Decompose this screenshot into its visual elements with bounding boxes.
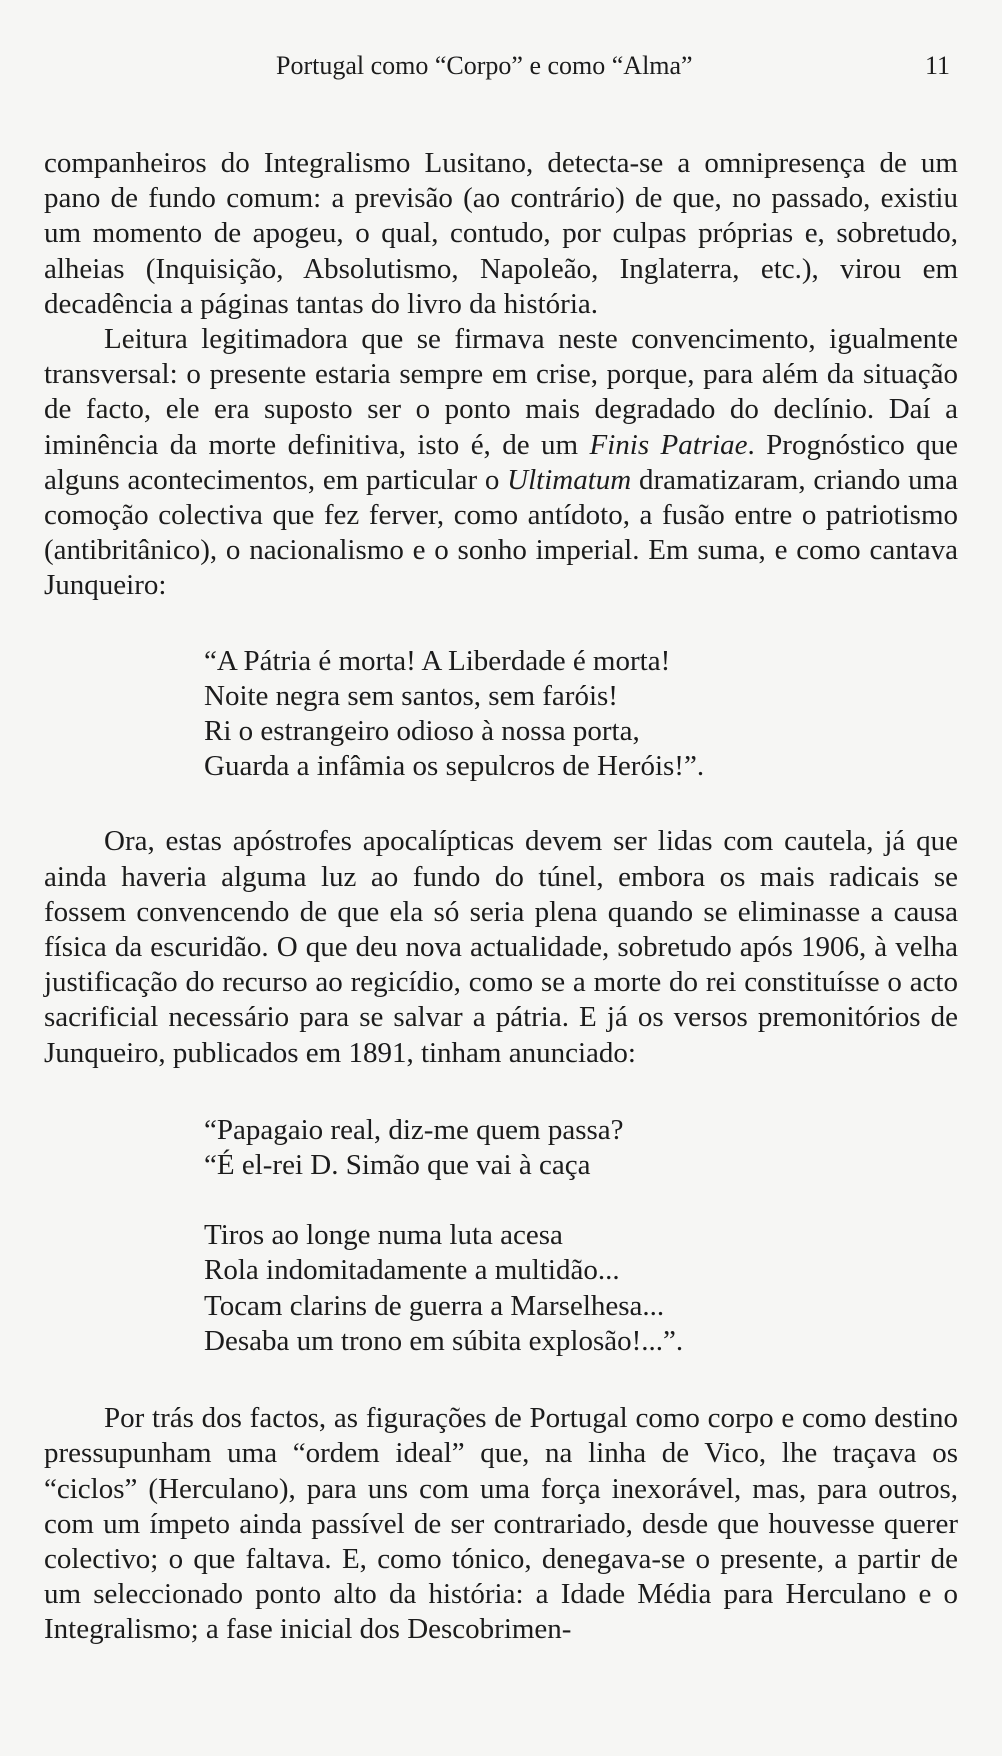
verse-line: Ri o estrangeiro odioso à nossa porta, <box>204 715 640 748</box>
paragraph-4: Por trás dos factos, as figurações de Portugal como corpo e como destino pressupunham uma “ordem ideal” que, na linha de Vico, lhe traçava os “ciclos” (Herculano), para uns com uma força inexorável, mas, para outros, com um ímpeto ainda passível de ser contrariado, desde que houvesse querer colectivo; o que faltava. E, como tónico, denegava-se o presente, a partir de um seleccionado ponto alto da história: a Idade Média para Herculano e o Integralismo; a fase inicial dos Descobrimen- <box>44 1402 958 1646</box>
verse-line: Tiros ao longe numa luta acesa <box>204 1219 563 1252</box>
stanza-break <box>204 1183 958 1218</box>
paragraph-3: Ora, estas apóstrofes apocalípticas devem ser lidas com cautela, já que ainda haveria alguma luz ao fundo do túnel, embora os mais radicais se fossem convencendo de que ela só seria plena quando se eliminasse a causa física da escuridão. O que deu nova actualidade, sobretudo após 1906, à velha justificação do recurso ao regicídio, como se a morte do rei constituísse o acto sacrificial necessário para se salvar a pátria. E já os versos premonitórios de Junqueiro, publicados em 1891, tinham anunciado: <box>44 825 958 1069</box>
finis-patriae-italic: Finis Patriae <box>589 428 748 461</box>
verse-line: “A Pátria é morta! A Liberdade é morta! <box>204 644 671 677</box>
verse-line: Desaba um trono em súbita explosão!...”. <box>204 1324 684 1357</box>
paragraph-2-text-a: Leitura legitimadora que se firmava neste convencimento, igualmente transversal: o presente estaria sempre em crise, porque, para além da situação de facto, ele era suposto ser o ponto mais degradado do declínio. Daí a iminência da morte definitiva, isto é, de um <box>44 323 958 461</box>
page-number: 11 <box>924 51 950 80</box>
paragraph-2 <box>44 322 958 604</box>
running-header <box>276 46 958 86</box>
verse-quote-2 <box>204 1113 958 1359</box>
ultimatum-italic: Ultimatum <box>507 463 632 496</box>
paragraph-2-text-b: . Prognóstico que alguns acontecimentos, em particular o <box>44 428 958 496</box>
verse-line: Tocam clarins de guerra a Marselhesa... <box>204 1289 665 1322</box>
verse-line: “Papagaio real, diz-me quem passa? <box>204 1113 624 1146</box>
running-title: Portugal como “Corpo” e como “Alma” <box>276 51 693 80</box>
paragraph-2-text-c: dramatizaram, criando uma comoção colectiva que fez ferver, como antídoto, a fusão entre o patriotismo (antibritânico), o nacionalismo e o sonho imperial. Em suma, e como cantava Junqueiro: <box>44 463 958 602</box>
verse-quote-1 <box>204 644 958 785</box>
verse-line: Rola indomitadamente a multidão... <box>204 1254 620 1287</box>
verse-line: Noite negra sem santos, sem faróis! <box>204 679 618 712</box>
body-text <box>44 146 958 1648</box>
verse-line: “É el-rei D. Simão que vai à caça <box>204 1149 591 1182</box>
paragraph-1: companheiros do Integralismo Lusitano, detecta-se a omnipresença de um pano de fundo comum: a previsão (ao contrário) de que, no passado, existiu um momento de apogeu, o qual, contudo, por culpas próprias e, sobretudo, alheias (Inquisição, Absolutismo, Napoleão, Inglaterra, etc.), virou em decadência a páginas tantas do livro da história. <box>44 147 958 320</box>
verse-line: Guarda a infâmia os sepulcros de Heróis!”. <box>204 750 705 783</box>
